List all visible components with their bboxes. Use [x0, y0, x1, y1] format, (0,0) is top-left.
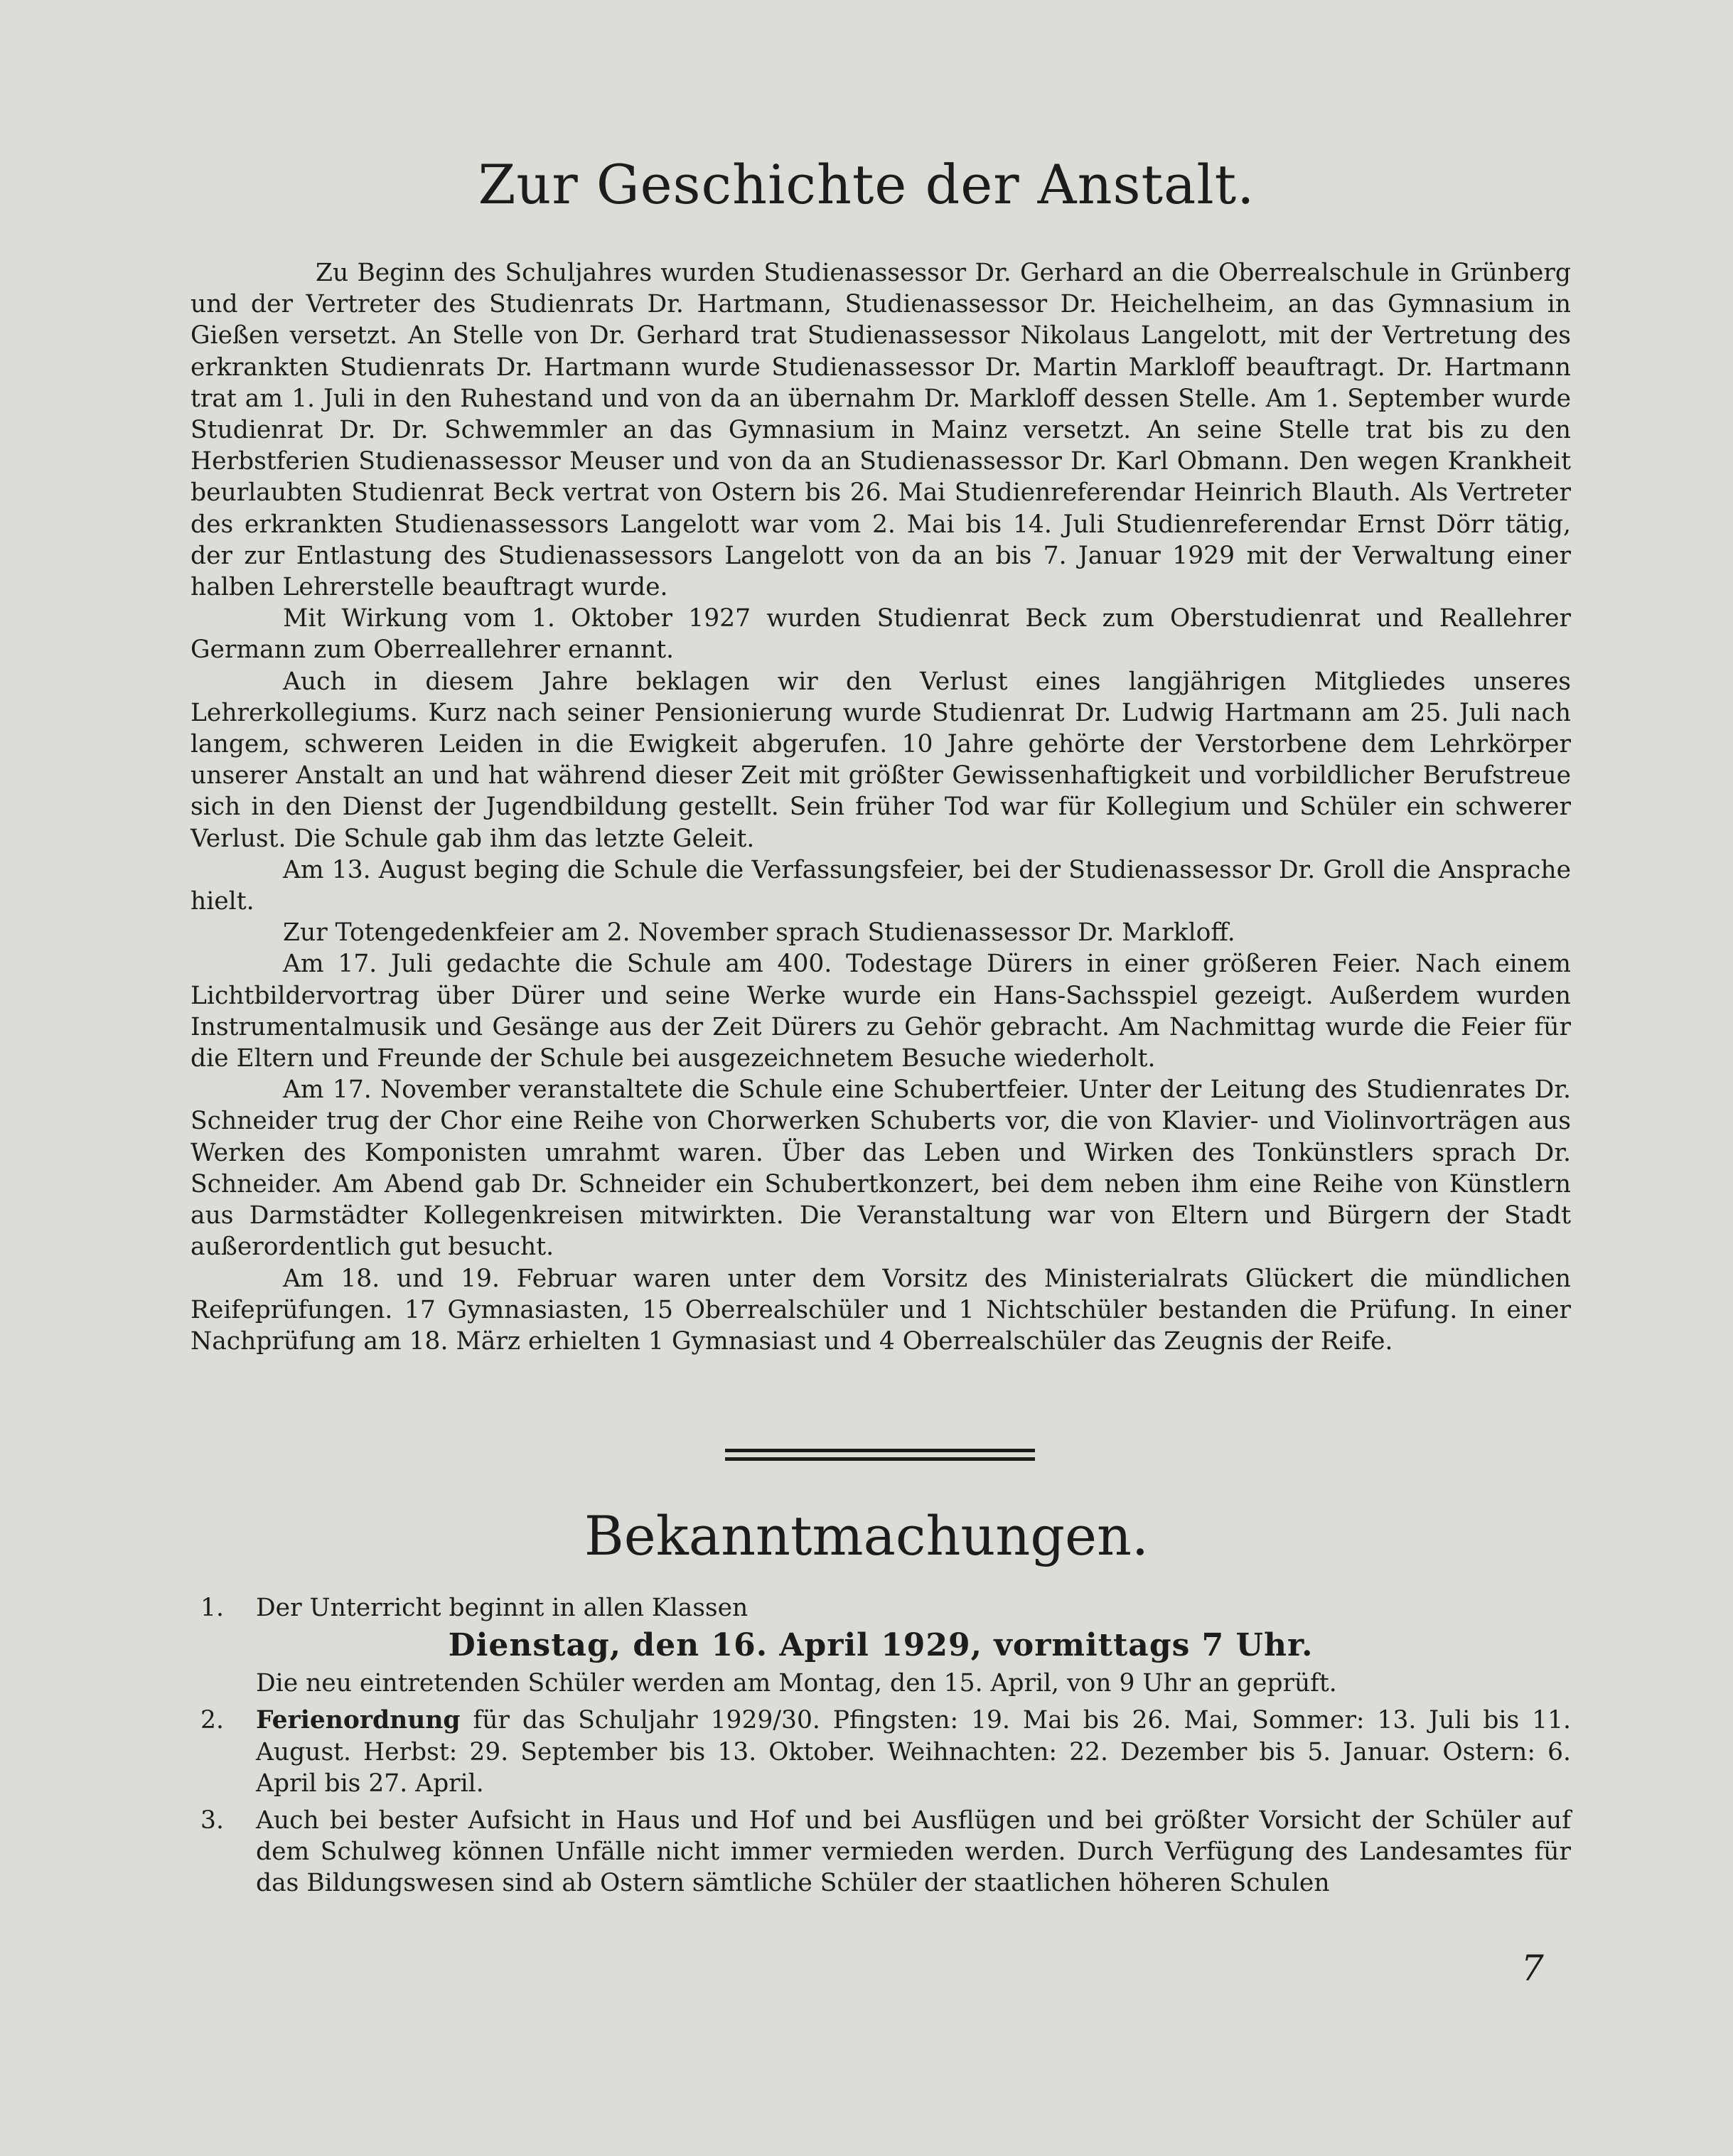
announcement-list	[191, 1592, 1571, 1905]
paragraph: Am 17. Juli gedachte die Schule am 400. Todestage Dürers in einer größeren Feier. Nach einem Lichtbildervortrag über Dürer und seine Werke wurde ein Hans-Sachsspiel gezeigt. Außerdem wurden Instrumentalmusik und Gesänge aus der Zeit Dürers zu Gehör gebracht. Am Nachmittag wurde die Feier für die Eltern und Freunde der Schule bei ausgezeichnetem Besuche wiederholt.	[191, 950, 1571, 1073]
item-text: für das Schuljahr 1929/30. Pfingsten: 19. Mai bis 26. Mai, Sommer: 13. Juli bis 11. August. Herbst: 29. September bis 13. Oktober. Weihnachten: 22. Dezember bis 5. Januar. Ostern: 6. April bis 27. April.	[256, 1706, 1571, 1798]
list-item	[191, 1805, 1571, 1899]
item-text: Der Unterricht beginnt in allen Klassen	[256, 1594, 749, 1622]
item-number: 3.	[200, 1806, 224, 1835]
paragraph: Zur Totengedenkfeier am 2. November sprach Studienassessor Dr. Markloff.	[283, 918, 1235, 948]
divider-line	[725, 1449, 1035, 1452]
list-item	[191, 1592, 1571, 1699]
item-text: Auch bei bester Aufsicht in Haus und Hof und bei Ausflügen und bei größter Vorsicht der Schüler auf dem Schulweg können Unfälle nicht immer vermieden werden. Durch Verfügung des Landesamtes für das Bildungswesen sind ab Ostern sämtliche Schüler der staatlichen höheren Schulen	[256, 1806, 1571, 1898]
paragraph: Am 17. November veranstaltete die Schule eine Schubertfeier. Unter der Leitung des Studienrates Dr. Schneider trug der Chor eine Reihe von Chorwerken Schuberts vor, die von Klavier- und Violinvorträgen aus Werken des Komponisten umrahmt waren. Über das Leben und Wirken des Tonkünstlers sprach Dr. Schneider. Am Abend gab Dr. Schneider ein Schubertkonzert, bei dem neben ihm eine Reihe von Künstlern aus Darmstädter Kollegenkreisen mitwirkten. Die Veranstaltung war von Eltern und Bürgern der Stadt außerordentlich gut besucht.	[191, 1076, 1571, 1262]
divider-line	[725, 1457, 1035, 1461]
paragraph: Am 13. August beging die Schule die Verfassungsfeier, bei der Studienassessor Dr. Groll die Ansprache hielt.	[191, 855, 1571, 916]
section-title-history: Zur Geschichte der Anstalt.	[478, 153, 1255, 216]
history-body	[191, 257, 1571, 1357]
section-divider	[725, 1449, 1035, 1466]
section-title-announcements: Bekanntmachungen.	[584, 1504, 1149, 1567]
page-number: 7	[1521, 1948, 1544, 1989]
paragraph: Mit Wirkung vom 1. Oktober 1927 wurden Studienrat Beck zum Oberstudienrat und Reallehrer Germann zum Oberreallehrer ernannt.	[191, 604, 1571, 665]
paragraph: Zu Beginn des Schuljahres wurden Studienassessor Dr. Gerhard an die Oberrealschule in Grünberg und der Vertreter des Studienrats Dr. Hartmann, Studienassessor Dr. Heichelheim, an das Gymnasium in Gießen versetzt. An Stelle von Dr. Gerhard trat Studienassessor Nikolaus Langelott, mit der Vertretung des erkrankten Studienrats Dr. Hartmann wurde Studienassessor Dr. Martin Markloff beauftragt. Dr. Hartmann trat am 1. Juli in den Ruhestand und von da an übernahm Dr. Markloff dessen Stelle. Am 1. September wurde Studienrat Dr. Dr. Schwemmler an das Gymnasium in Mainz versetzt. An seine Stelle trat bis zu den Herbstferien Studienassessor Meuser und von da an Studienassessor Dr. Karl Obmann. Den wegen Krankheit beurlaubten Studienrat Beck vertrat von Ostern bis 26. Mai Studienreferendar Heinrich Blauth. Als Vertreter des erkrankten Studienassessors Langelott war vom 2. Mai bis 14. Juli Studienreferendar Ernst Dörr tätig, der zur Entlastung des Studienassessors Langelott von da an bis 7. Januar 1929 mit der Verwaltung einer halben Lehrerstelle beauftragt wurde.	[191, 259, 1571, 602]
item-number: 1.	[200, 1594, 224, 1622]
start-date-highlight: Dienstag, den 16. April 1929, vormittags 7 Uhr.	[448, 1627, 1314, 1664]
list-item	[191, 1705, 1571, 1799]
paragraph: Am 18. und 19. Februar waren unter dem Vorsitz des Ministerialrats Glückert die mündlichen Reifeprüfungen. 17 Gymnasiasten, 15 Oberrealschüler und 1 Nichtschüler bestanden die Prüfung. In einer Nachprüfung am 18. März erhielten 1 Gymnasiast und 4 Oberrealschüler das Zeugnis der Reife.	[191, 1264, 1571, 1356]
item-subtext: Die neu eintretenden Schüler werden am Montag, den 15. April, von 9 Uhr an geprüft.	[256, 1669, 1337, 1698]
item-lead: Ferienordnung	[256, 1706, 461, 1735]
paragraph: Auch in diesem Jahre beklagen wir den Verlust eines langjährigen Mitgliedes unseres Lehrerkollegiums. Kurz nach seiner Pensionierung wurde Studienrat Dr. Ludwig Hartmann am 25. Juli nach langem, schweren Leiden in die Ewigkeit abgerufen. 10 Jahre gehörte der Verstorbene dem Lehrkörper unserer Anstalt an und hat während dieser Zeit mit größter Gewissenhaftigkeit und vorbildlicher Berufstreue sich in den Dienst der Jugendbildung gestellt. Sein früher Tod war für Kollegium und Schüler ein schwerer Verlust. Die Schule gab ihm das letzte Geleit.	[191, 667, 1571, 853]
item-number: 2.	[200, 1706, 224, 1735]
